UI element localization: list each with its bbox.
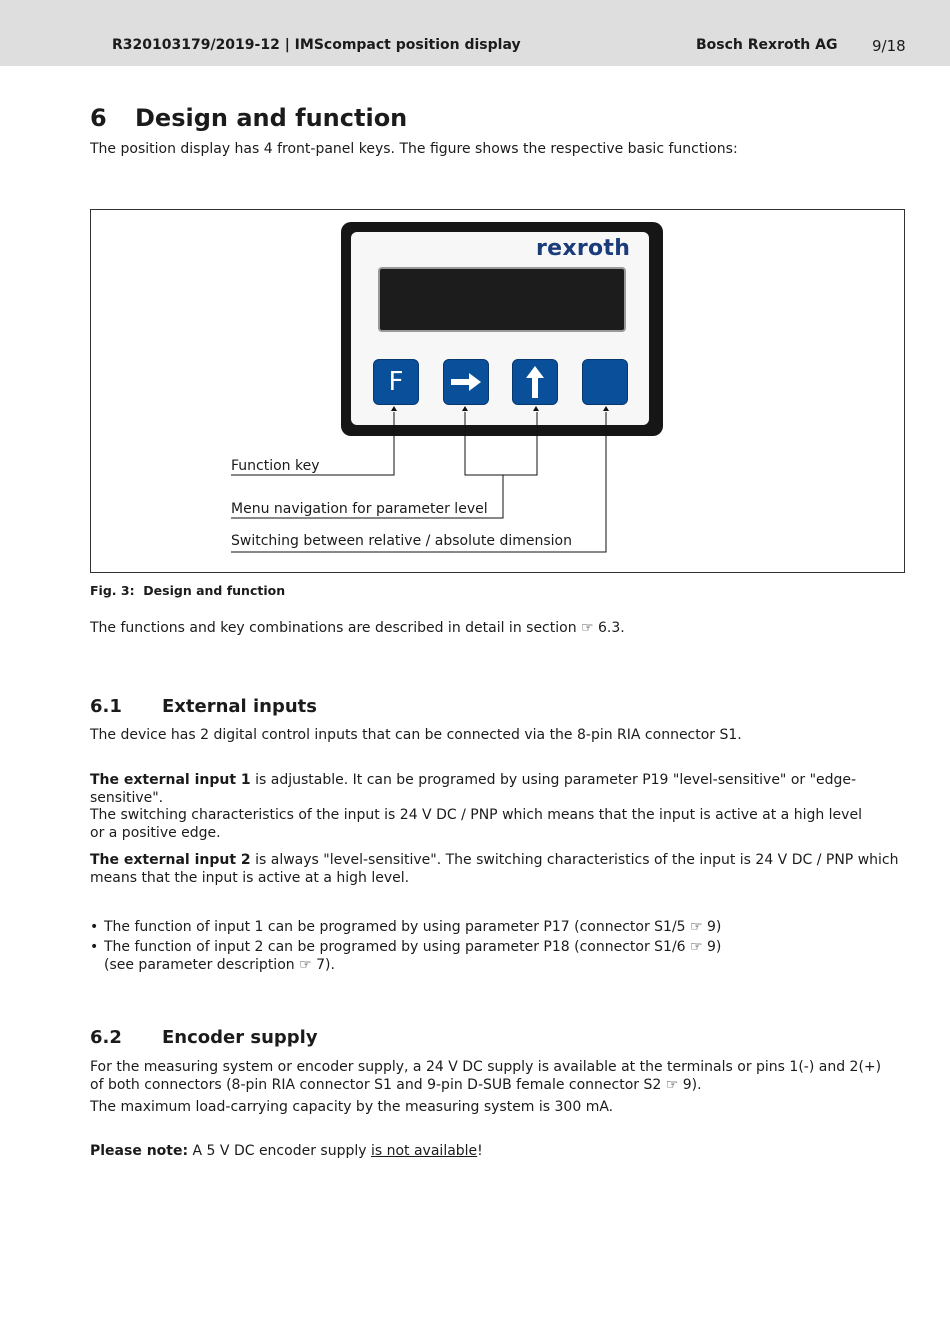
list-item (90, 918, 910, 936)
encoder-supply-line2: of both connectors (8-pin RIA connector S1 and 9-pin D-SUB female connector S2 ☞ 9). (90, 1076, 702, 1093)
callout-menu-navigation: Menu navigation for parameter level (231, 501, 488, 517)
callout-switching: Switching between relative / absolute dimension (231, 533, 572, 549)
external-input-2-line1: is always "level-sensitive". The switching characteristics of the input is 24 V DC / PNP which (250, 852, 899, 868)
page-number: 9/18 (872, 37, 906, 55)
rexroth-logo: rexroth (536, 236, 631, 261)
input-function-list (90, 918, 910, 974)
after-figure-text: The functions and key combinations are described in detail in section ☞ 6.3. (90, 620, 625, 636)
section-6-number: 6 (90, 104, 107, 132)
list-item (90, 938, 910, 974)
external-input-1-label: The external input 1 (90, 772, 251, 788)
figure-caption-prefix: Fig. 3: (90, 583, 135, 598)
f-key-label: F (388, 367, 404, 397)
figure-caption (90, 583, 285, 598)
encoder-load-capacity: The maximum load-carrying capacity by the measuring system is 300 mA. (90, 1099, 614, 1115)
external-input-2-paragraph (90, 852, 910, 887)
section-6-title: Design and function (135, 104, 408, 132)
document-title: R320103179/2019-12 | IMScompact position display (112, 37, 521, 53)
company-name: Bosch Rexroth AG (696, 37, 838, 53)
bullet-1-text: The function of input 1 can be programed by using parameter P17 (connector S1/5 ☞ 9) (104, 919, 722, 935)
external-input-1-line2: The switching characteristics of the input is 24 V DC / PNP which means that the input is active at a high level (90, 807, 862, 823)
please-note-emphasis: is not available (370, 1143, 478, 1159)
section-6-1-title: External inputs (162, 696, 317, 717)
callout-function-key: Function key (231, 458, 320, 474)
please-note-label: Please note: (90, 1143, 189, 1159)
please-note (90, 1143, 483, 1161)
please-note-end: ! (477, 1143, 483, 1159)
section-6-intro: The position display has 4 front-panel keys. The figure shows the respective basic functions: (90, 141, 738, 157)
external-input-1-line3: or a positive edge. (90, 824, 221, 841)
bullet-2-line2: (see parameter description ☞ 7). (104, 957, 335, 973)
please-note-text: A 5 V DC encoder supply (188, 1143, 371, 1159)
external-input-1-paragraph (90, 772, 910, 842)
section-6-1-number: 6.1 (90, 696, 122, 717)
encoder-supply-line1: For the measuring system or encoder supply, a 24 V DC supply is available at the terminals or pins 1(-) and 2(+) (90, 1059, 882, 1075)
section-6-2-number: 6.2 (90, 1027, 122, 1048)
external-input-1-line1: is adjustable. It can be programed by using parameter P19 "level-sensitive" or "edge-sensitive". (90, 772, 857, 806)
bullet-2-line1: • The function of input 2 can be programed by using parameter P18 (connector S1/6 ☞ 9) (104, 939, 722, 955)
figure-caption-title: Design and function (143, 583, 286, 598)
section-6-1-intro: The device has 2 digital control inputs that can be connected via the 8-pin RIA connector S1. (90, 727, 742, 743)
section-6-2-title: Encoder supply (162, 1027, 318, 1048)
encoder-supply-paragraph (90, 1059, 910, 1094)
external-input-2-label: The external input 2 (90, 852, 251, 868)
external-input-2-line2: means that the input is active at a high level. (90, 869, 410, 886)
